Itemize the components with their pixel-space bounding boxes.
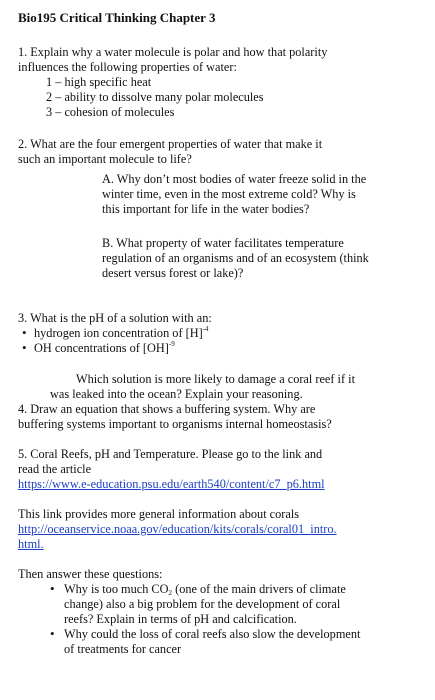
q3-bullet-1-text: hydrogen ion concentration of [H] <box>34 326 203 340</box>
q3-bullet-2 <box>34 341 175 356</box>
q5-bullet-2-line-2: of treatments for cancer <box>64 642 182 656</box>
q1-item-2: 2 – ability to dissolve many polar molecules <box>46 90 264 104</box>
q3-bullet-1-exponent: -4 <box>202 325 209 333</box>
q5-bullet-1-post: (one of the main drivers of climate <box>172 582 346 596</box>
q2a-line-1: A. Why don’t most bodies of water freeze solid in the <box>102 172 367 186</box>
article-link[interactable]: https://www.e-education.psu.edu/earth540/content/c7_p6.html <box>18 477 325 491</box>
q1-item-1: 1 – high specific heat <box>46 75 152 89</box>
q4-line-2: buffering systems important to organisms internal homeostasis? <box>18 417 332 431</box>
q5-bullet-1-line-3: reefs? Explain in terms of pH and calcification. <box>64 612 297 626</box>
q3-which-line-1: Which solution is more likely to damage a coral reef if it <box>76 372 355 386</box>
bullet-icon: • <box>22 325 27 340</box>
q2-line-1: 2. What are the four emergent properties of water that make it <box>18 137 323 151</box>
bullet-icon: • <box>50 626 55 641</box>
q2b-line-2: regulation of an organisms and of an ecosystem (think <box>102 251 369 265</box>
coral-info-link-continued[interactable]: html. <box>18 537 44 551</box>
q5-bullet-1-subscript: 2 <box>168 589 173 597</box>
q5-bullet-1-pre: Why is too much CO <box>64 582 169 596</box>
q5-bullet-2-line-1: Why could the loss of coral reefs also slow the development <box>64 627 361 641</box>
q1-item-3: 3 – cohesion of molecules <box>46 105 175 119</box>
bullet-icon: • <box>50 581 55 596</box>
info-line: This link provides more general information about corals <box>18 507 300 521</box>
q5-line-1: 5. Coral Reefs, pH and Temperature. Please go to the link and <box>18 447 323 461</box>
q3-bullet-1 <box>34 326 209 341</box>
q5-line-2: read the article <box>18 462 92 476</box>
q2-line-2: such an important molecule to life? <box>18 152 192 166</box>
q1-line-2: influences the following properties of water: <box>18 60 237 74</box>
q1-line-1: 1. Explain why a water molecule is polar and how that polarity <box>18 45 328 59</box>
q2b-line-1: B. What property of water facilitates temperature <box>102 236 344 250</box>
q3-which-line-2: was leaked into the ocean? Explain your reasoning. <box>50 387 303 401</box>
q5-bullet-1-line-1 <box>64 582 346 597</box>
then-answer-line: Then answer these questions: <box>18 567 163 581</box>
q3-bullet-2-exponent: -9 <box>168 340 175 348</box>
q2b-line-3: desert versus forest or lake)? <box>102 266 244 280</box>
q4-line-1: 4. Draw an equation that shows a buffering system. Why are <box>18 402 316 416</box>
coral-info-link[interactable]: http://oceanservice.noaa.gov/education/kits/corals/coral01_intro. <box>18 522 337 536</box>
q2a-line-3: this important for life in the water bodies? <box>102 202 310 216</box>
q2a-line-2: winter time, even in the most extreme cold? Why is <box>102 187 356 201</box>
q3-line-1: 3. What is the pH of a solution with an: <box>18 311 212 325</box>
bullet-icon: • <box>22 340 27 355</box>
page-title: Bio195 Critical Thinking Chapter 3 <box>18 10 216 25</box>
q3-bullet-2-text: OH concentrations of [OH] <box>34 341 169 355</box>
q5-bullet-1-line-2: change) also a big problem for the development of coral <box>64 597 341 611</box>
